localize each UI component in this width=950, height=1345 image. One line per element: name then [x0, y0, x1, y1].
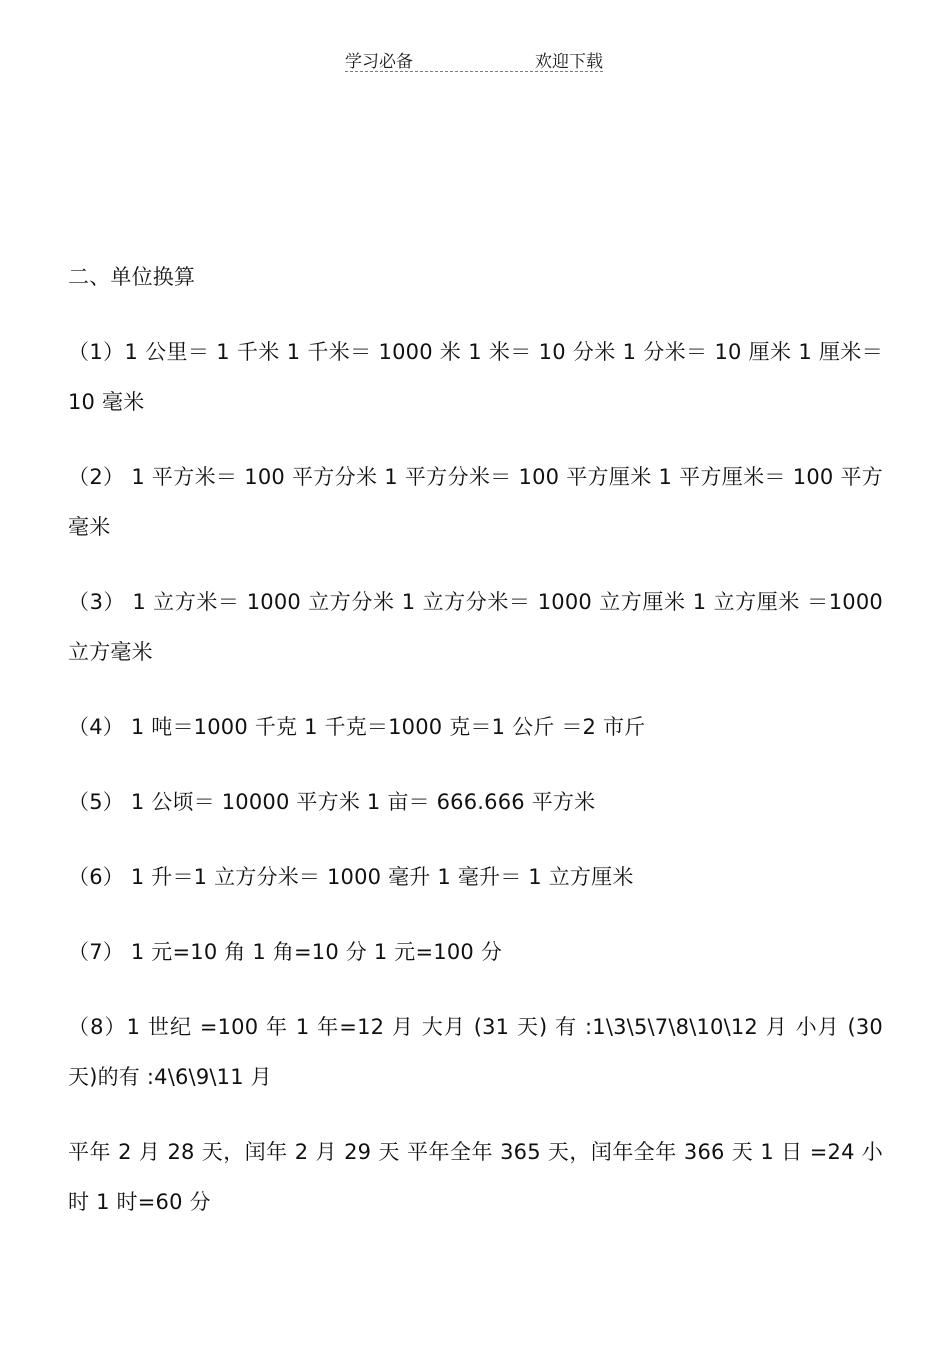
conversion-item-9: 平年 2 月 28 天，闰年 2 月 29 天 平年全年 365 天，闰年全年 366 天 1 日 =24 小时 1 时=60 分: [68, 1140, 883, 1214]
conversion-item-1: （1）1 公里＝ 1 千米 1 千米＝ 1000 米 1 米＝ 10 分米 1 分米＝ 10 厘米 1 厘米＝ 10 毫米: [68, 340, 883, 414]
conversion-item-8: （8）1 世纪 =100 年 1 年=12 月 大月 (31 天) 有 :1\3\5\7\8\10\12 月 小月 (30 天)的有 :4\6\9\11 月: [68, 1015, 883, 1089]
conversion-item-2: （2） 1 平方米＝ 100 平方分米 1 平方分米＝ 100 平方厘米 1 平方厘米＝ 100 平方毫米: [68, 465, 883, 539]
conversion-item-5: （5） 1 公顷＝ 10000 平方米 1 亩＝ 666.666 平方米: [68, 790, 596, 814]
conversion-item-4: （4） 1 吨＝1000 千克 1 千克＝1000 克＝1 公斤 ＝2 市斤: [68, 715, 646, 739]
conversion-item-7: （7） 1 元=10 角 1 角=10 分 1 元=100 分: [68, 940, 503, 964]
section-title: 二、单位换算: [68, 265, 196, 289]
conversion-item-3: （3） 1 立方米＝ 1000 立方分米 1 立方分米＝ 1000 立方厘米 1 立方厘米 ＝1000 立方毫米: [68, 590, 883, 664]
conversion-item-6: （6） 1 升＝1 立方分米＝ 1000 毫升 1 毫升＝ 1 立方厘米: [68, 865, 634, 889]
document-body: [68, 252, 883, 1252]
header-right-text: 欢迎下载: [535, 52, 603, 72]
page-header: [345, 47, 603, 72]
header-left-text: 学习必备: [345, 52, 413, 72]
